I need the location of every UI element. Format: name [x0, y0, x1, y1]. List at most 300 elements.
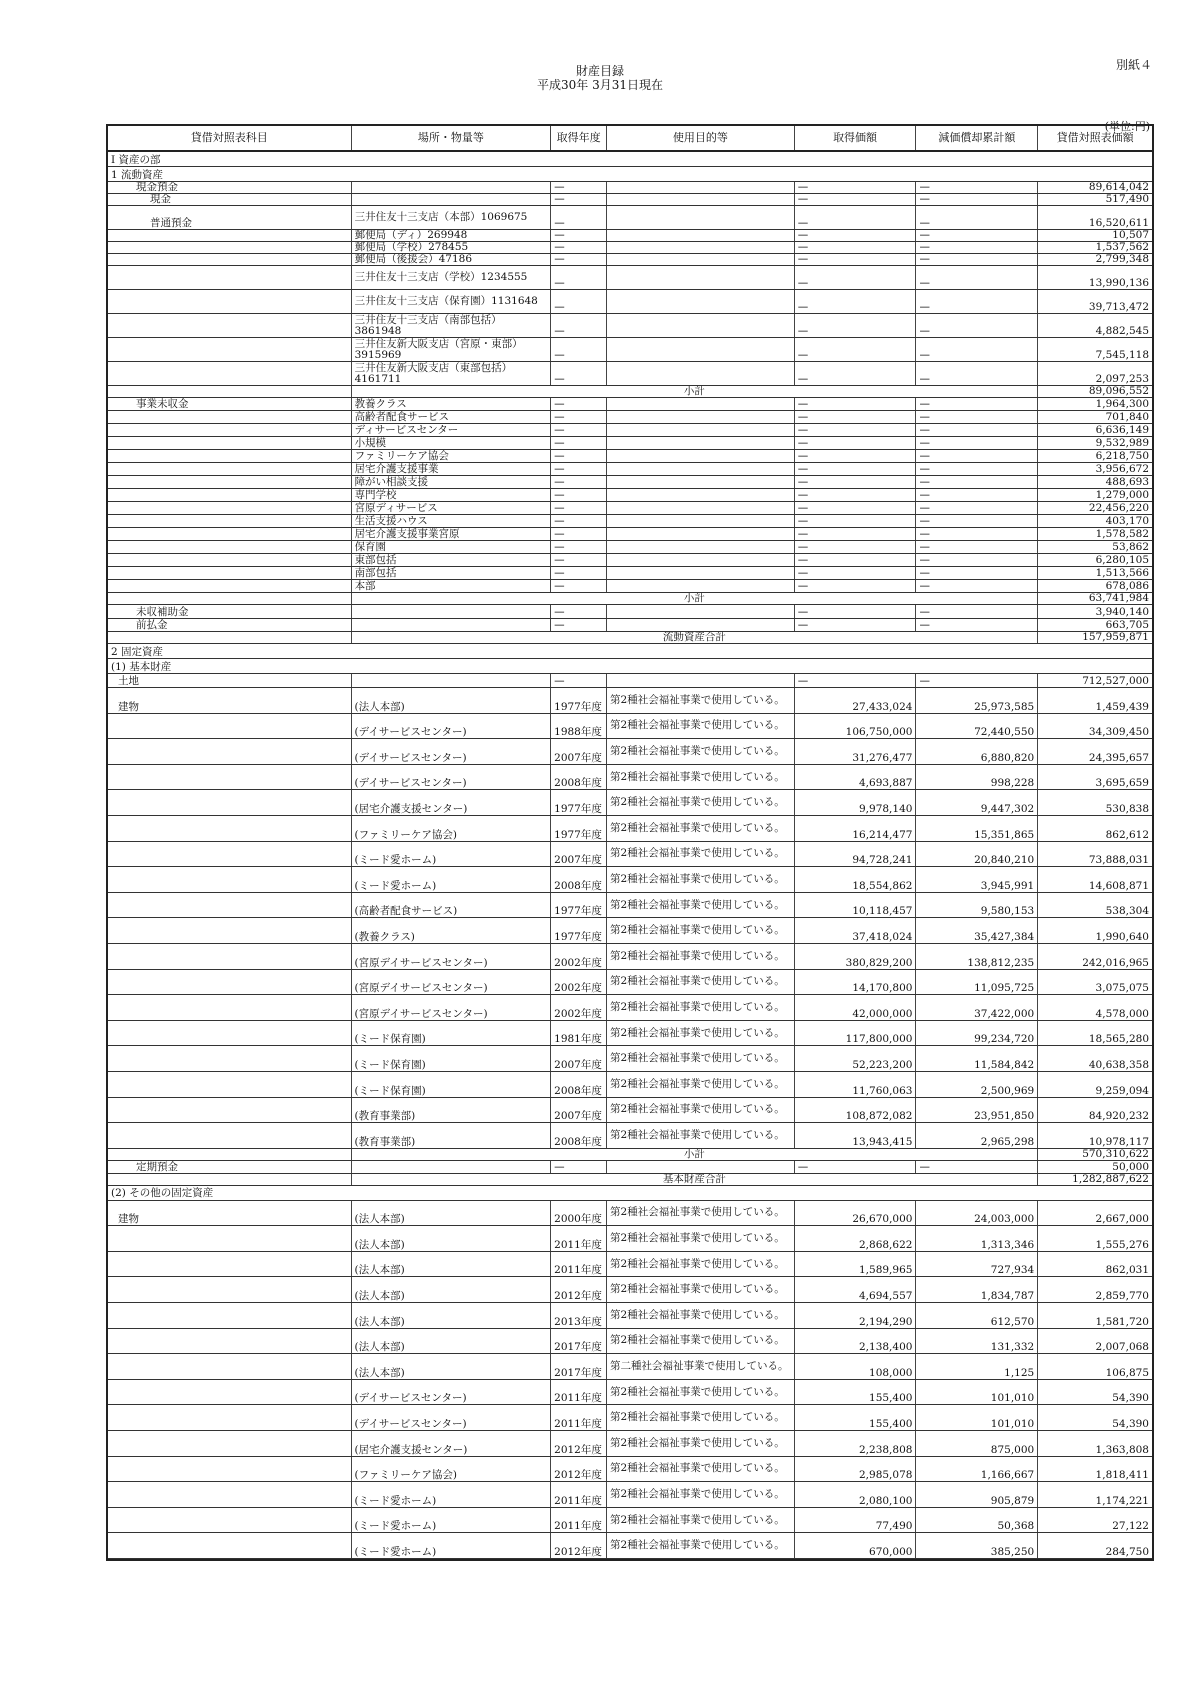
- account-label: 建物: [108, 1201, 352, 1226]
- table-row: [108, 206, 1152, 230]
- purpose-cell: [607, 605, 795, 618]
- place-cell: 生活支援ハウス: [352, 515, 552, 527]
- place-cell: (法人本部): [352, 1277, 552, 1302]
- account-label: [108, 450, 352, 462]
- place-cell: 障がい相談支援: [352, 476, 552, 488]
- depreciation-cell: 101,010: [916, 1380, 1038, 1405]
- place-cell: (デイサービスセンター): [352, 714, 552, 739]
- book-value-cell: 701,840: [1105, 411, 1150, 423]
- account-label: [108, 944, 352, 969]
- book-value-cell: 9,532,989: [1095, 437, 1150, 449]
- place-cell: ディサービスセンター: [352, 424, 552, 436]
- account-label: [108, 424, 352, 436]
- account-label: [108, 714, 352, 739]
- depreciation-cell: 35,427,384: [916, 918, 1038, 943]
- book-value-cell: 18,565,280: [1088, 1033, 1149, 1046]
- depreciation-cell: —: [916, 338, 1038, 361]
- place-cell: 三井住友十三支店（学校）1234555: [352, 266, 552, 289]
- subtotal-value: 1,282,887,622: [1072, 1173, 1149, 1185]
- year-cell: —: [551, 194, 607, 205]
- depreciation-cell: 905,879: [916, 1482, 1038, 1507]
- subtotal-value: 63,741,984: [1088, 593, 1149, 604]
- year-cell: 1977年度: [551, 790, 607, 815]
- col-header: 場所・物量等: [352, 126, 552, 150]
- cost-cell: —: [795, 674, 917, 687]
- purpose-cell: [607, 411, 795, 423]
- depreciation-cell: 15,351,865: [916, 816, 1038, 841]
- cost-cell: 18,554,862: [795, 867, 917, 892]
- depreciation-cell: —: [916, 541, 1038, 553]
- cost-cell: —: [795, 450, 917, 462]
- subtotal-value: 89,096,552: [1088, 386, 1149, 397]
- account-label: 普通預金: [108, 206, 352, 229]
- account-label: [108, 842, 352, 867]
- place-cell: (法人本部): [352, 1201, 552, 1226]
- table-row: [108, 242, 1152, 254]
- subtotal-value: 570,310,622: [1082, 1148, 1149, 1160]
- building-row: [108, 918, 1152, 944]
- book-value-cell: 862,612: [1105, 828, 1149, 841]
- purpose-cell: 第2種社会福祉事業で使用している。: [607, 1277, 795, 1302]
- building-row: [108, 1508, 1152, 1534]
- table-row: [108, 254, 1152, 266]
- place-cell: (法人本部): [352, 1329, 552, 1354]
- place-cell: [352, 194, 552, 205]
- book-value-cell: 34,309,450: [1088, 726, 1149, 739]
- table-row: [108, 230, 1152, 242]
- cost-cell: —: [795, 515, 917, 527]
- account-label: [108, 1277, 352, 1302]
- account-label: [108, 580, 352, 592]
- cost-cell: —: [795, 567, 917, 579]
- place-cell: 保育園: [352, 541, 552, 553]
- purpose-cell: 第2種社会福祉事業で使用している。: [607, 1123, 795, 1148]
- account-label: [108, 1380, 352, 1405]
- place-cell: (デイサービスセンター): [352, 1380, 552, 1405]
- purpose-cell: 第2種社会福祉事業で使用している。: [607, 1431, 795, 1456]
- purpose-cell: 第2種社会福祉事業で使用している。: [607, 816, 795, 841]
- place-cell: (居宅介護支援センター): [352, 1431, 552, 1456]
- purpose-cell: 第2種社会福祉事業で使用している。: [607, 842, 795, 867]
- year-cell: 2008年度: [551, 765, 607, 790]
- cost-cell: 94,728,241: [795, 842, 917, 867]
- purpose-cell: [607, 463, 795, 475]
- table-row: [108, 528, 1152, 541]
- section-other-fixed-assets: (2) その他の固定資産: [108, 1186, 1152, 1201]
- purpose-cell: [607, 206, 795, 229]
- depreciation-cell: —: [916, 528, 1038, 540]
- depreciation-cell: 11,095,725: [916, 970, 1038, 995]
- col-header: 取得価額: [795, 126, 917, 150]
- book-value-cell: 1,581,720: [1095, 1315, 1149, 1328]
- building-row: [108, 1123, 1152, 1149]
- account-label: [108, 1508, 352, 1533]
- year-cell: —: [551, 437, 607, 449]
- book-value-cell: 1,818,411: [1095, 1469, 1149, 1482]
- place-cell: (教養クラス): [352, 918, 552, 943]
- depreciation-cell: 1,834,787: [916, 1277, 1038, 1302]
- account-label: [108, 1123, 352, 1148]
- account-label: [108, 242, 352, 253]
- place-cell: (宮原デイサービスセンター): [352, 995, 552, 1020]
- depreciation-cell: —: [916, 605, 1038, 618]
- cost-cell: 106,750,000: [795, 714, 917, 739]
- place-cell: 南部包括: [352, 567, 552, 579]
- subtotal-row: [108, 386, 1152, 398]
- book-value-cell: 27,122: [1112, 1520, 1149, 1533]
- book-value-cell: 89,614,042: [1088, 182, 1150, 193]
- year-cell: 1977年度: [551, 816, 607, 841]
- place-cell: (高齢者配食サービス): [352, 893, 552, 918]
- book-value-cell: 517,490: [1105, 194, 1150, 205]
- purpose-cell: [607, 437, 795, 449]
- book-value-cell: 538,304: [1105, 905, 1149, 918]
- building-row: [108, 1431, 1152, 1457]
- cost-cell: 10,118,457: [795, 893, 917, 918]
- cost-cell: —: [795, 463, 917, 475]
- depreciation-cell: —: [916, 1161, 1038, 1173]
- place-cell: 教養クラス: [352, 398, 552, 410]
- empty-cell: [108, 1174, 352, 1185]
- table-row: [108, 314, 1152, 338]
- table-row: [108, 411, 1152, 424]
- building-row: [108, 867, 1152, 893]
- cost-cell: —: [795, 242, 917, 253]
- book-value-cell: 2,859,770: [1095, 1290, 1149, 1303]
- year-cell: 1977年度: [551, 688, 607, 713]
- cost-cell: —: [795, 554, 917, 566]
- purpose-cell: 第2種社会福祉事業で使用している。: [607, 1226, 795, 1251]
- account-label: 未収補助金: [108, 605, 352, 618]
- book-value-cell: 712,527,000: [1082, 675, 1149, 687]
- building-row: [108, 1405, 1152, 1431]
- place-cell: (法人本部): [352, 1303, 552, 1328]
- account-label: [108, 554, 352, 566]
- account-label: [108, 1046, 352, 1071]
- cost-cell: —: [795, 1161, 917, 1173]
- book-value-cell: 2,007,068: [1095, 1341, 1149, 1354]
- book-value-cell: 73,888,031: [1088, 854, 1149, 867]
- place-cell: (ミード保育園): [352, 1021, 552, 1046]
- account-label: [108, 867, 352, 892]
- building-row: [108, 1098, 1152, 1124]
- year-cell: —: [551, 567, 607, 579]
- year-cell: 2002年度: [551, 944, 607, 969]
- table-row: [108, 489, 1152, 502]
- place-cell: (デイサービスセンター): [352, 765, 552, 790]
- depreciation-cell: 727,934: [916, 1252, 1038, 1277]
- table-row: [108, 182, 1152, 194]
- book-value-cell: 3,956,672: [1095, 463, 1150, 475]
- purpose-cell: 第2種社会福祉事業で使用している。: [607, 918, 795, 943]
- purpose-cell: [607, 515, 795, 527]
- year-cell: —: [551, 206, 607, 229]
- account-label: [108, 1226, 352, 1251]
- depreciation-cell: 612,570: [916, 1303, 1038, 1328]
- account-label: [108, 1303, 352, 1328]
- year-cell: 1988年度: [551, 714, 607, 739]
- place-cell: (ミード保育園): [352, 1072, 552, 1097]
- table-row: [108, 541, 1152, 554]
- purpose-cell: 第二種社会福祉事業で使用している。: [607, 1354, 795, 1379]
- depreciation-cell: 3,945,991: [916, 867, 1038, 892]
- cost-cell: 16,214,477: [795, 816, 917, 841]
- place-cell: 宮原ディサービス: [352, 502, 552, 514]
- depreciation-cell: 9,580,153: [916, 893, 1038, 918]
- place-cell: (ミード愛ホーム): [352, 1508, 552, 1533]
- depreciation-cell: 1,313,346: [916, 1226, 1038, 1251]
- place-cell: 三井住友新大阪支店（宮原・東部）3915969: [352, 338, 552, 361]
- cost-cell: 31,276,477: [795, 739, 917, 764]
- account-label: 定期預金: [108, 1161, 352, 1173]
- property-inventory-table: [106, 124, 1154, 1561]
- year-cell: —: [551, 1161, 607, 1173]
- place-cell: (法人本部): [352, 1226, 552, 1251]
- place-cell: [352, 605, 552, 618]
- place-cell: (ミード保育園): [352, 1046, 552, 1071]
- place-cell: 郵便局（学校）278455: [352, 242, 552, 253]
- year-cell: 2017年度: [551, 1354, 607, 1379]
- book-value-cell: 1,555,276: [1095, 1238, 1149, 1251]
- building-row: [108, 688, 1152, 714]
- table-row: [108, 567, 1152, 580]
- account-label: 現金: [108, 194, 352, 205]
- place-cell: (ミード愛ホーム): [352, 1482, 552, 1507]
- account-label: [108, 1457, 352, 1482]
- purpose-cell: [607, 541, 795, 553]
- book-value-cell: 16,520,611: [1088, 217, 1150, 229]
- account-label: [108, 1021, 352, 1046]
- depreciation-cell: —: [916, 182, 1038, 193]
- depreciation-cell: 20,840,210: [916, 842, 1038, 867]
- building-row: [108, 816, 1152, 842]
- place-cell: 高齢者配食サービス: [352, 411, 552, 423]
- place-cell: 小規模: [352, 437, 552, 449]
- purpose-cell: [607, 230, 795, 241]
- section-fixed-assets: 2 固定資産: [108, 644, 1152, 659]
- account-label: 現金預金: [108, 182, 352, 193]
- table-row: [108, 476, 1152, 489]
- account-label: [108, 1098, 352, 1123]
- purpose-cell: [607, 194, 795, 205]
- purpose-cell: [607, 476, 795, 488]
- year-cell: —: [551, 450, 607, 462]
- building-row: [108, 790, 1152, 816]
- depreciation-cell: 23,951,850: [916, 1098, 1038, 1123]
- book-value-cell: 3,695,659: [1095, 777, 1149, 790]
- year-cell: 2008年度: [551, 1123, 607, 1148]
- place-cell: (宮原デイサービスセンター): [352, 944, 552, 969]
- book-value-cell: 284,750: [1105, 1546, 1149, 1558]
- subtotal-label: 小計: [352, 1149, 1039, 1160]
- purpose-cell: [607, 242, 795, 253]
- col-header: 取得年度: [551, 126, 607, 150]
- place-cell: 本部: [352, 580, 552, 592]
- cost-cell: —: [795, 398, 917, 410]
- purpose-cell: [607, 674, 795, 687]
- book-value-cell: 50,000: [1112, 1160, 1150, 1173]
- account-label: [108, 528, 352, 540]
- table-row: [108, 437, 1152, 450]
- purpose-cell: 第2種社会福祉事業で使用している。: [607, 893, 795, 918]
- account-label: [108, 918, 352, 943]
- cost-cell: —: [795, 338, 917, 361]
- depreciation-cell: 25,973,585: [916, 688, 1038, 713]
- depreciation-cell: —: [916, 290, 1038, 313]
- purpose-cell: 第2種社会福祉事業で使用している。: [607, 714, 795, 739]
- empty-cell: [108, 632, 352, 643]
- depreciation-cell: 998,228: [916, 765, 1038, 790]
- purpose-cell: 第2種社会福祉事業で使用している。: [607, 688, 795, 713]
- cost-cell: 9,978,140: [795, 790, 917, 815]
- purpose-cell: 第2種社会福祉事業で使用している。: [607, 995, 795, 1020]
- cost-cell: 2,194,290: [795, 1303, 917, 1328]
- book-value-cell: 10,978,117: [1088, 1135, 1149, 1148]
- depreciation-cell: 24,003,000: [916, 1201, 1038, 1226]
- year-cell: 2012年度: [551, 1457, 607, 1482]
- year-cell: 2013年度: [551, 1303, 607, 1328]
- place-cell: (居宅介護支援センター): [352, 790, 552, 815]
- purpose-cell: [607, 424, 795, 436]
- account-label: [108, 1252, 352, 1277]
- depreciation-cell: —: [916, 266, 1038, 289]
- year-cell: —: [551, 242, 607, 253]
- purpose-cell: [607, 338, 795, 361]
- purpose-cell: 第2種社会福祉事業で使用している。: [607, 1303, 795, 1328]
- year-cell: —: [551, 541, 607, 553]
- purpose-cell: 第2種社会福祉事業で使用している。: [607, 1457, 795, 1482]
- cost-cell: 117,800,000: [795, 1021, 917, 1046]
- book-value-cell: 530,838: [1105, 802, 1149, 815]
- depreciation-cell: 72,440,550: [916, 714, 1038, 739]
- book-value-cell: 6,280,105: [1095, 554, 1150, 566]
- col-header: 貸借対照表価額: [1056, 131, 1134, 144]
- subtotal-row: [108, 1149, 1152, 1161]
- book-value-cell: 1,279,000: [1095, 489, 1150, 501]
- year-cell: 2002年度: [551, 970, 607, 995]
- book-value-cell: 663,705: [1105, 619, 1150, 631]
- cost-cell: —: [795, 476, 917, 488]
- place-cell: (法人本部): [352, 1252, 552, 1277]
- depreciation-cell: —: [916, 489, 1038, 501]
- book-value-cell: 39,713,472: [1088, 301, 1150, 313]
- account-label: [108, 995, 352, 1020]
- building-row: [108, 1329, 1152, 1355]
- depreciation-cell: 2,965,298: [916, 1123, 1038, 1148]
- subtotal-label: 流動資産合計: [352, 632, 1039, 643]
- purpose-cell: [607, 398, 795, 410]
- year-cell: 2007年度: [551, 1046, 607, 1071]
- depreciation-cell: —: [916, 437, 1038, 449]
- building-row: [108, 893, 1152, 919]
- year-cell: —: [551, 502, 607, 514]
- purpose-cell: 第2種社会福祉事業で使用している。: [607, 1046, 795, 1071]
- empty-cell: [108, 593, 352, 604]
- account-label: [108, 254, 352, 265]
- cost-cell: —: [795, 619, 917, 631]
- book-value-cell: 6,636,149: [1095, 424, 1150, 436]
- book-value-cell: 4,578,000: [1095, 1007, 1149, 1020]
- year-cell: —: [551, 314, 607, 337]
- col-header: 貸借対照表科目: [108, 126, 352, 150]
- depreciation-cell: 101,010: [916, 1405, 1038, 1430]
- account-label: [108, 790, 352, 815]
- account-label: [108, 515, 352, 527]
- depreciation-cell: —: [916, 424, 1038, 436]
- book-value-cell: 1,537,562: [1095, 242, 1150, 253]
- year-cell: —: [551, 515, 607, 527]
- building-row: [108, 1354, 1152, 1380]
- book-value-cell: 3,940,140: [1095, 606, 1150, 618]
- year-cell: 2008年度: [551, 1072, 607, 1097]
- cost-cell: 108,872,082: [795, 1098, 917, 1123]
- building-row: [108, 1021, 1152, 1047]
- account-label: [108, 476, 352, 488]
- book-value-cell: 10,507: [1112, 230, 1150, 241]
- table-row: [108, 515, 1152, 528]
- cost-cell: 77,490: [795, 1508, 917, 1533]
- account-label: [108, 567, 352, 579]
- account-label: [108, 893, 352, 918]
- purpose-cell: [607, 254, 795, 265]
- account-label: [108, 1533, 352, 1558]
- book-value-cell: 403,170: [1105, 515, 1150, 527]
- cost-cell: —: [795, 362, 917, 385]
- book-value-cell: 22,456,220: [1088, 502, 1150, 514]
- cost-cell: —: [795, 314, 917, 337]
- place-cell: (ファミリーケア協会): [352, 816, 552, 841]
- year-cell: —: [551, 230, 607, 241]
- section-basic-property: (1) 基本財産: [108, 659, 1152, 674]
- table-row: [108, 554, 1152, 567]
- year-cell: 2007年度: [551, 739, 607, 764]
- depreciation-cell: —: [916, 230, 1038, 241]
- table-row: [108, 674, 1152, 688]
- year-cell: —: [551, 619, 607, 631]
- book-value-cell: 53,862: [1112, 541, 1150, 553]
- purpose-cell: 第2種社会福祉事業で使用している。: [607, 944, 795, 969]
- cost-cell: 4,694,557: [795, 1277, 917, 1302]
- place-cell: (法人本部): [352, 1354, 552, 1379]
- depreciation-cell: —: [916, 476, 1038, 488]
- building-row: [108, 1303, 1152, 1329]
- depreciation-cell: 131,332: [916, 1329, 1038, 1354]
- cost-cell: —: [795, 541, 917, 553]
- purpose-cell: 第2種社会福祉事業で使用している。: [607, 1021, 795, 1046]
- place-cell: [352, 1161, 552, 1173]
- account-label: [108, 314, 352, 337]
- account-label: 前払金: [108, 619, 352, 631]
- place-cell: (教育事業部): [352, 1123, 552, 1148]
- place-cell: 郵便局（後援会）47186: [352, 254, 552, 265]
- place-cell: 居宅介護支援事業: [352, 463, 552, 475]
- place-cell: 三井住友十三支店（南部包括）3861948: [352, 314, 552, 337]
- depreciation-cell: —: [916, 398, 1038, 410]
- year-cell: —: [551, 489, 607, 501]
- date-line: 平成30年 3月31日現在: [537, 78, 663, 92]
- book-value-cell: 862,031: [1105, 1264, 1149, 1277]
- cost-cell: —: [795, 489, 917, 501]
- year-cell: 2007年度: [551, 1098, 607, 1123]
- title-line: 財産目録: [575, 64, 624, 78]
- purpose-cell: [607, 619, 795, 631]
- year-cell: —: [551, 463, 607, 475]
- purpose-cell: [607, 528, 795, 540]
- cost-cell: 14,170,800: [795, 970, 917, 995]
- cost-cell: —: [795, 266, 917, 289]
- depreciation-cell: —: [916, 254, 1038, 265]
- purpose-cell: 第2種社会福祉事業で使用している。: [607, 1405, 795, 1430]
